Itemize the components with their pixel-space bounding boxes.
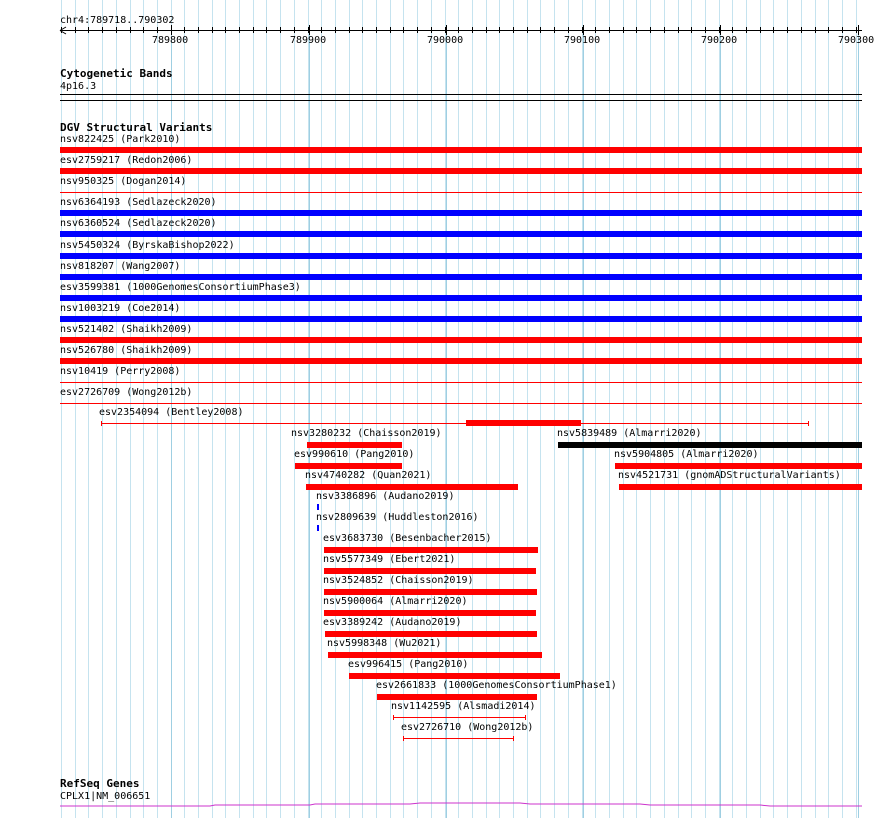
variant-bar-end [808,421,809,426]
variant-label[interactable]: esv2354094 (Bentley2008) [99,407,244,418]
variant-bar[interactable] [324,610,536,616]
variant-label[interactable]: nsv521402 (Shaikh2009) [60,323,193,335]
ruler-tick-label: 790100 [564,35,601,46]
variant-label[interactable]: esv2726710 (Wong2012b) [401,722,534,733]
variant-bar[interactable] [60,358,862,364]
variant-label[interactable]: nsv5577349 (Ebert2021) [323,554,456,565]
variant-bar[interactable] [60,192,862,193]
refseq-gene-label[interactable]: CPLX1|NM_006651 [60,791,151,802]
variant-bar-end [403,736,404,741]
variant-label[interactable]: nsv5839489 (Almarri2020) [557,428,702,439]
variant-bar-end [101,421,102,426]
variant-bar[interactable] [60,147,862,153]
variant-label[interactable]: nsv3386896 (Audano2019) [316,491,455,502]
variant-bar-end [525,715,526,720]
variant-bar[interactable] [619,484,862,490]
variant-label[interactable]: esv996415 (Pang2010) [348,659,469,670]
variant-label[interactable]: esv3599381 (1000GenomesConsortiumPhase3) [60,281,301,293]
variant-bar[interactable] [101,423,808,424]
variant-bar[interactable] [60,316,862,322]
variant-bar[interactable] [377,694,537,700]
variant-label[interactable]: esv2726709 (Wong2012b) [60,387,193,399]
variant-label[interactable]: nsv4521731 (gnomADStructuralVariants) [618,470,841,481]
variant-bar[interactable] [317,504,319,510]
variant-bar[interactable] [60,295,862,301]
refseq-title[interactable]: RefSeq Genes [60,777,140,790]
variant-bar[interactable] [403,738,513,739]
variant-bar[interactable] [393,717,525,718]
variant-bar[interactable] [328,652,542,658]
variant-bar[interactable] [615,463,862,469]
variant-label[interactable]: nsv3280232 (Chaisson2019) [291,428,442,439]
variant-bar[interactable] [60,231,862,237]
cytoband-title[interactable]: Cytogenetic Bands [60,67,173,80]
cytoband-label: 4p16.3 [60,81,97,92]
variant-bar[interactable] [324,547,538,553]
variant-label[interactable]: nsv526780 (Shaikh2009) [60,345,193,356]
variant-label[interactable]: esv2661833 (1000GenomesConsortiumPhase1) [376,680,617,691]
variant-bar[interactable] [60,210,862,216]
variant-label[interactable]: nsv10419 (Perry2008) [60,366,181,378]
ruler-tick-label: 790000 [427,35,464,46]
dgv-title[interactable]: DGV Structural Variants [60,121,213,134]
variant-label[interactable]: nsv822425 (Park2010) [60,134,181,145]
variant-bar[interactable] [324,568,536,574]
variant-label[interactable]: esv3683730 (Besenbacher2015) [323,533,492,544]
variant-label[interactable]: nsv5450324 (ByrskaBishop2022) [60,239,235,251]
cytoband-line [60,94,862,95]
variant-label[interactable]: esv2759217 (Redon2006) [60,155,193,167]
variant-bar[interactable] [558,442,862,448]
variant-bar[interactable] [325,631,537,637]
ruler-position: chr4:789718..790302 [60,15,175,26]
variant-bar[interactable] [60,253,862,259]
variant-bar[interactable] [317,525,319,531]
variant-label[interactable]: nsv2809639 (Huddleston2016) [316,512,479,523]
variant-bar[interactable] [60,382,862,383]
variant-label[interactable]: nsv1003219 (Coe2014) [60,302,181,314]
variant-bar[interactable] [306,484,518,490]
variant-bar-end [513,736,514,741]
track-divider [60,100,862,101]
variant-bar[interactable] [295,463,402,469]
variant-label[interactable]: nsv1142595 (Alsmadi2014) [391,701,536,712]
variant-bar[interactable] [60,403,862,404]
variant-bar[interactable] [324,589,537,595]
variant-bar[interactable] [307,442,402,448]
variant-bar[interactable] [349,673,560,679]
variant-label[interactable]: nsv950325 (Dogan2014) [60,176,187,188]
variant-label[interactable]: nsv6364193 (Sedlazeck2020) [60,197,217,209]
variant-label[interactable]: esv3389242 (Audano2019) [323,617,462,628]
variant-bar-end [393,715,394,720]
variant-label[interactable]: nsv6360524 (Sedlazeck2020) [60,218,217,230]
variant-bar[interactable] [60,274,862,280]
ruler-tick-label: 790300 [838,35,875,46]
ruler-tick-label: 790200 [701,35,738,46]
variant-label[interactable]: nsv5900064 (Almarri2020) [323,596,468,607]
variant-label[interactable]: nsv818207 (Wang2007) [60,260,181,272]
variant-bar[interactable] [60,168,862,174]
refseq-gene-track[interactable] [0,798,890,810]
variant-label[interactable]: nsv5904805 (Almarri2020) [614,449,759,460]
variant-label[interactable]: esv990610 (Pang2010) [294,449,415,460]
ruler-tick-label: 789800 [152,35,189,46]
variant-bar[interactable] [60,337,862,343]
variant-label[interactable]: nsv5998348 (Wu2021) [327,638,442,649]
variant-label[interactable]: nsv3524852 (Chaisson2019) [323,575,474,586]
variant-label[interactable]: nsv4740282 (Quan2021) [305,470,432,481]
ruler-tick-label: 789900 [290,35,327,46]
variant-bar-block[interactable] [466,420,581,426]
